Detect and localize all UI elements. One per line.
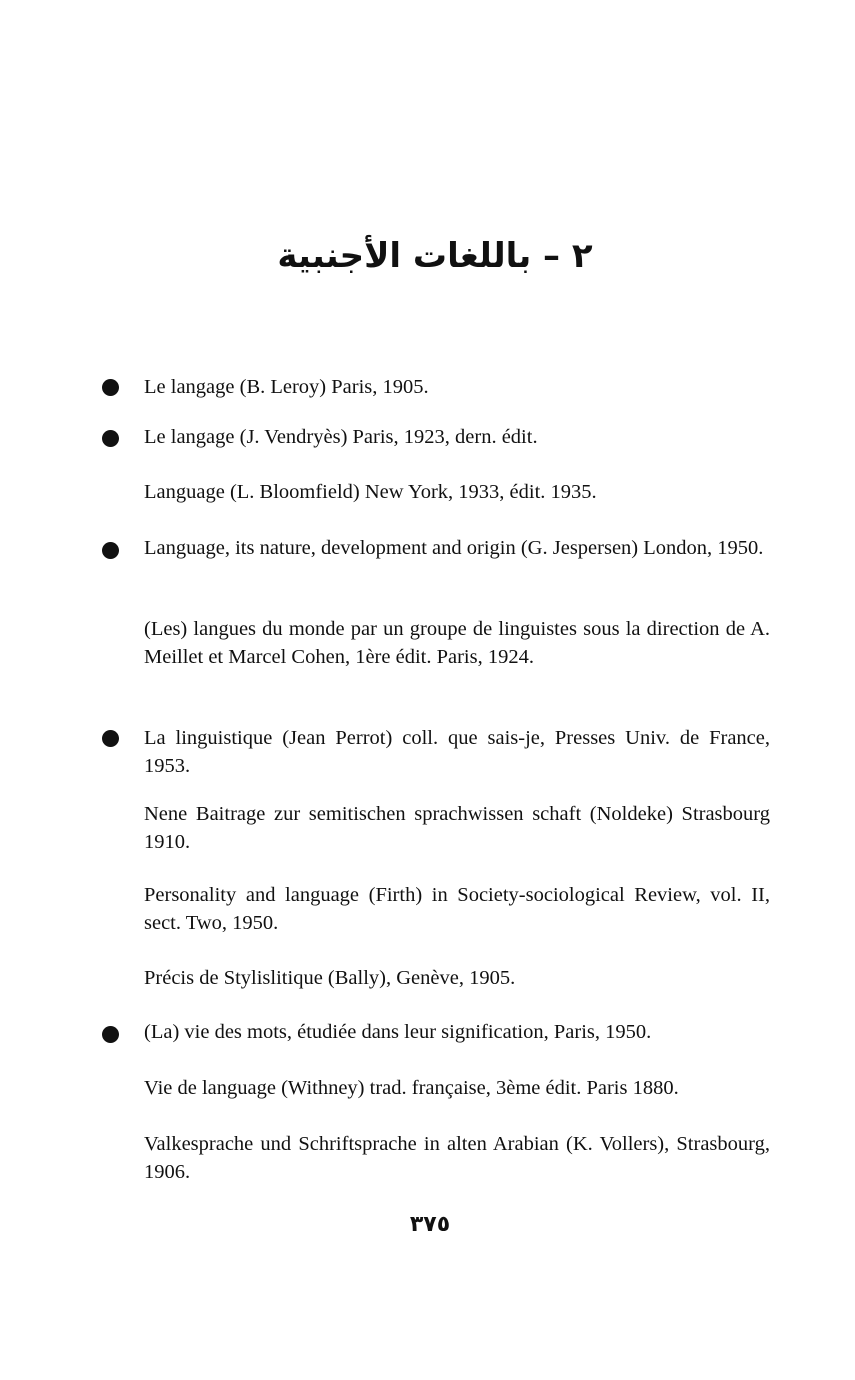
bibliography-entry: Personality and language (Firth) in Society-sociological Review, vol. II, sect. Two, 1950. <box>144 884 770 934</box>
bibliography-entry: Le langage (J. Vendryès) Paris, 1923, dern. édit. <box>144 426 538 448</box>
bullet-marker <box>102 1026 119 1043</box>
bibliography-entry: Vie de language (Withney) trad. française, 3ème édit. Paris 1880. <box>144 1077 679 1099</box>
bullet-marker <box>102 542 119 559</box>
bibliography-entry: Nene Baitrage zur semitischen sprachwissen schaft (Noldeke) Strasbourg 1910. <box>144 803 770 853</box>
page-number: ٣٧٥ <box>409 1212 451 1237</box>
bibliography-entry: Language, its nature, development and origin (G. Jespersen) London, 1950. <box>144 537 764 559</box>
bibliography-entry: La linguistique (Jean Perrot) coll. que sais-je, Presses Univ. de France, 1953. <box>144 727 770 777</box>
bullet-marker <box>102 379 119 396</box>
bibliography-entry: (Les) langues du monde par un groupe de linguistes sous la direction de A. Meillet et Marcel Cohen, 1ère édit. Paris, 1924. <box>144 618 770 668</box>
bibliography-entry: Le langage (B. Leroy) Paris, 1905. <box>144 376 429 398</box>
bullet-marker <box>102 730 119 747</box>
bibliography-entry: (La) vie des mots, étudiée dans leur signification, Paris, 1950. <box>144 1021 652 1043</box>
bullet-marker <box>102 430 119 447</box>
bibliography-entry: Language (L. Bloomfield) New York, 1933, édit. 1935. <box>144 481 597 503</box>
bibliography-entry: Valkesprache und Schriftsprache in alten Arabian (K. Vollers), Strasbourg, 1906. <box>144 1133 770 1183</box>
section-heading: ٢ – باللغات الأجنبية <box>277 236 593 276</box>
bibliography-entry: Précis de Stylislitique (Bally), Genève, 1905. <box>144 967 516 989</box>
